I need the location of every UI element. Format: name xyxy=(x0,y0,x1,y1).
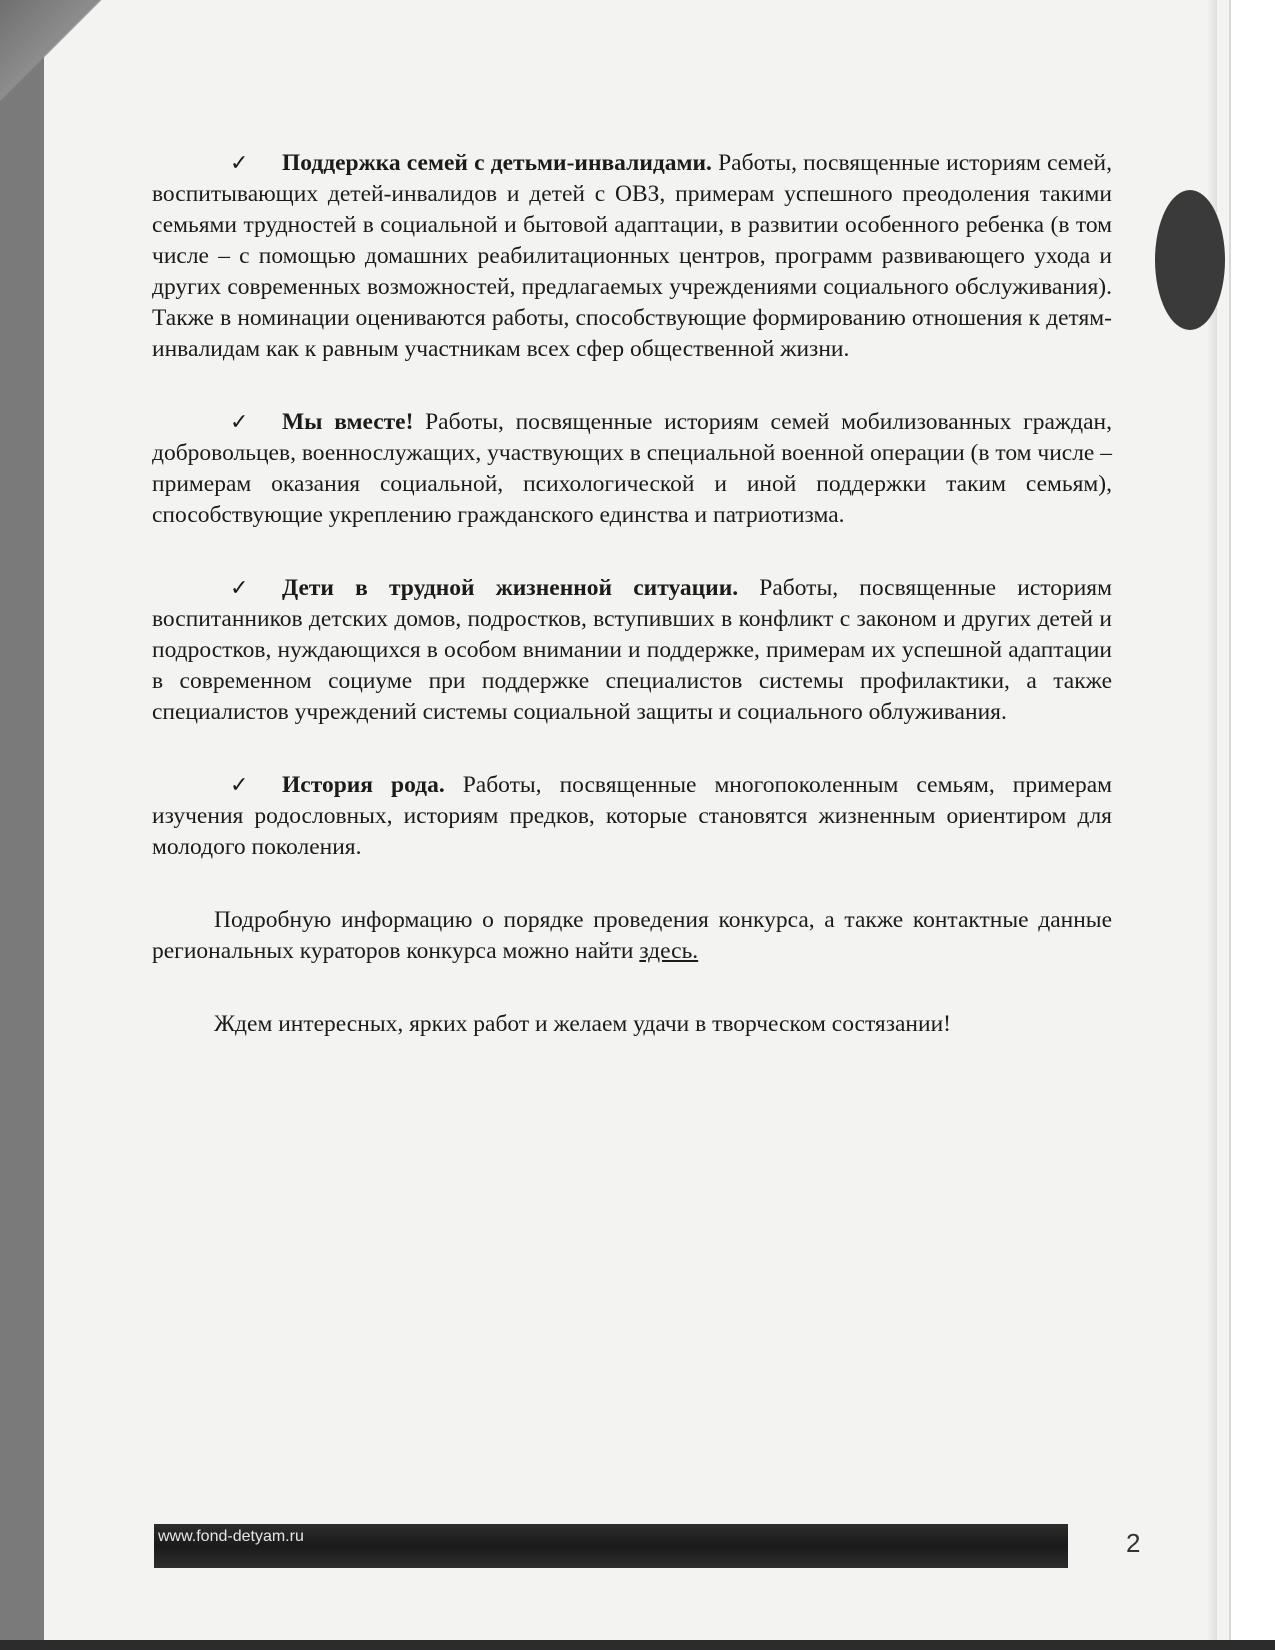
section-text: Работы, посвященные историям семей, воспитывающих детей-инвалидов и детей с ОВЗ, примерам успешного преодоления такими семьями трудностей в социальной и бытовой адаптации, в развитии особенного ребенка (в том числе – с помощью домашних реабилитационных центров, программ развивающего ухода и других современных возможностей, предлагаемых учреждениями социального обслуживания). Также в номинации оцениваются работы, способствующие формированию отношения к детям-инвалидам как к равным участникам всех сфер общественной жизни. xyxy=(152,150,1112,362)
section-disabled-children xyxy=(152,148,1112,365)
checkmark-icon: ✓ xyxy=(230,773,249,798)
details-link[interactable]: здесь. xyxy=(639,938,699,964)
scan-right-margin xyxy=(1229,0,1275,1650)
closing-line: Ждем интересных, ярких работ и желаем удачи в творческом состязании! xyxy=(214,1011,951,1037)
section-title: Поддержка семей с детьми-инвалидами. xyxy=(282,150,712,176)
section-title: История рода. xyxy=(282,772,445,798)
checkmark-icon: ✓ xyxy=(230,151,249,176)
section-family-history xyxy=(152,770,1112,863)
section-text: Работы, посвященные историям семей мобилизованных граждан, добровольцев, военнослужащих, участвующих в специальной военной операции (в том числе – примерам оказания социальной, психологической и иной поддержки таким семьям), способствующие укреплению гражданского единства и патриотизма. xyxy=(152,409,1112,528)
punch-hole xyxy=(1155,190,1225,330)
scan-corner-fold xyxy=(0,0,130,120)
section-text: Работы, посвященные многопоколенным семьям, примерам изучения родословных, историям предков, которые становятся жизненным ориентиром для молодого поколения. xyxy=(152,772,1112,860)
checkmark-icon: ✓ xyxy=(230,576,249,601)
section-title: Мы вместе! xyxy=(282,409,414,435)
info-text: Подробную информацию о порядке проведения конкурса, а также контактные данные региональных кураторов конкурса можно найти xyxy=(152,907,1112,964)
section-text: Работы, посвященные историям воспитанников детских домов, подростков, вступивших в конфликт с законом и других детей и подростков, нуждающихся в особом внимании и поддержке, примерам их успешной адаптации в современном социуме при поддержке специалистов системы профилактики, а также специалистов учреждений системы социальной защиты и социального облуживания. xyxy=(152,575,1112,725)
info-paragraph xyxy=(152,905,1112,967)
scan-bottom-band xyxy=(0,1640,1275,1650)
footer-url: www.fond-detyam.ru xyxy=(158,1528,304,1545)
section-title: Дети в трудной жизненной ситуации. xyxy=(282,575,739,601)
checkmark-icon: ✓ xyxy=(230,410,249,435)
document-body xyxy=(152,148,1112,1040)
section-together xyxy=(152,407,1112,531)
scan-left-margin xyxy=(0,0,44,1650)
section-difficult-situation xyxy=(152,573,1112,728)
page-number: 2 xyxy=(1126,1528,1141,1558)
